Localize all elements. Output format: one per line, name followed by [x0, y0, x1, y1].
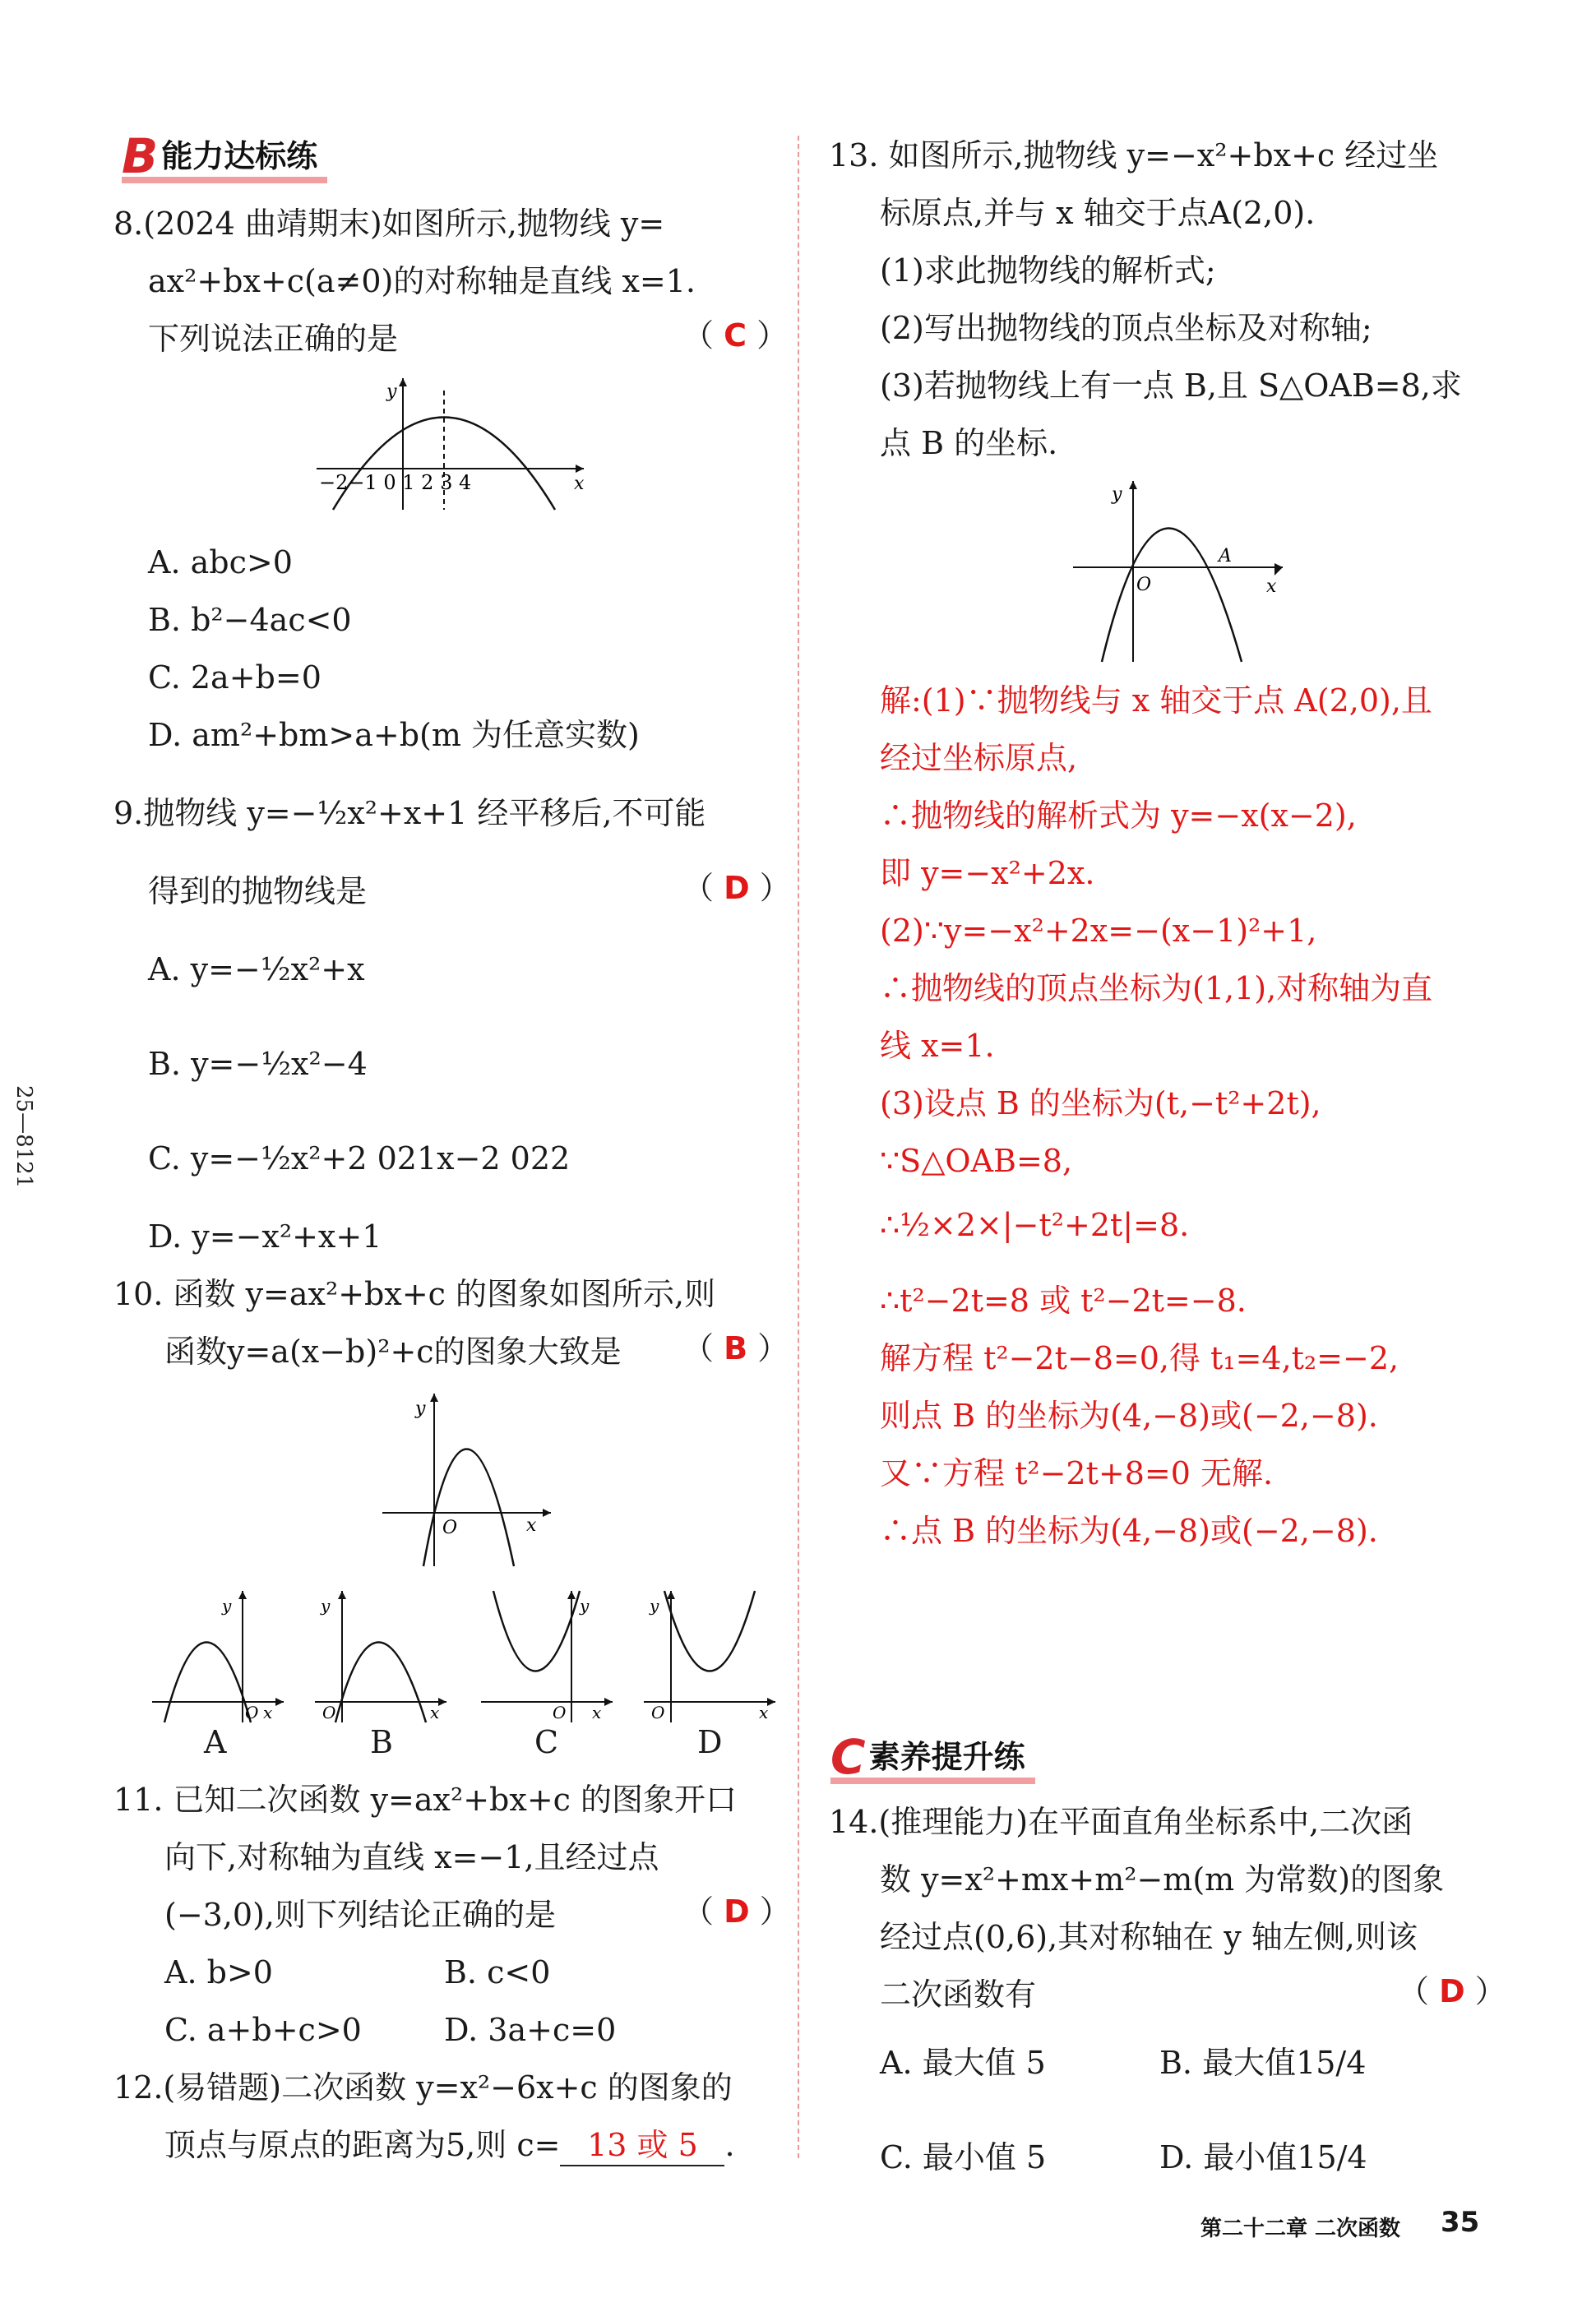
- q8-line1: 8.(2024 曲靖期末)如图所示,抛物线 y=: [113, 206, 665, 242]
- q13-solution-8: (3)设点 B 的坐标为(t,−t²+2t),: [880, 1085, 1321, 1121]
- q12-answer: 13 或 5: [560, 2125, 724, 2166]
- q13-graph-o: O: [1136, 575, 1152, 595]
- q8-graph-x-label: x: [574, 474, 585, 494]
- q10-option-c-label: C: [534, 1724, 559, 1760]
- q11-line1: 11. 已知二次函数 y=ax²+bx+c 的图象开口: [113, 1782, 738, 1818]
- q10-d-o: O: [651, 1703, 665, 1722]
- q10-b-o: O: [322, 1703, 336, 1722]
- q9-option-b: B. y=−½x²−4: [148, 1046, 368, 1082]
- q10-c-o: O: [553, 1703, 567, 1722]
- q10-option-c-graph: [477, 1587, 617, 1727]
- q10-option-d-label: D: [697, 1724, 723, 1760]
- q13-solution-13: 则点 B 的坐标为(4,−8)或(−2,−8).: [880, 1398, 1378, 1434]
- section-b-letter: B: [122, 128, 159, 184]
- q8-answer-bracket: （ C ）: [682, 317, 789, 354]
- footer-chapter: 第二十二章 二次函数: [1200, 2217, 1401, 2241]
- q10-option-b-label: B: [370, 1724, 393, 1760]
- section-b-header: [122, 128, 327, 184]
- q13-solution-1: 解:(1)∵抛物线与 x 轴交于点 A(2,0),且: [880, 682, 1432, 719]
- q8-option-a: A. abc>0: [148, 544, 293, 580]
- q13-solution-10: ∴½×2×|−t²+2t|=8.: [880, 1207, 1190, 1243]
- q10-option-a-label: A: [204, 1724, 227, 1760]
- side-code: 25—8121: [12, 1085, 36, 1189]
- q8-graph-ticks: −2−1 0 1 2 3 4: [319, 471, 472, 494]
- q8-answer: C: [724, 317, 747, 354]
- q14-answer-bracket: （ D ）: [1398, 1973, 1506, 2009]
- q10-answer: B: [724, 1330, 748, 1366]
- q10-main-o: O: [442, 1518, 458, 1538]
- q8-option-c: C. 2a+b=0: [148, 659, 322, 696]
- q13-line2: 标原点,并与 x 轴交于点A(2,0).: [880, 195, 1316, 231]
- q10-b-y: y: [321, 1596, 331, 1616]
- q10-c-y: y: [580, 1596, 590, 1616]
- q13-solution-14: 又∵方程 t²−2t+8=0 无解.: [880, 1455, 1274, 1491]
- section-c-header: [830, 1729, 1035, 1785]
- q10-a-y: y: [222, 1596, 232, 1616]
- q9-answer: D: [724, 870, 750, 906]
- q14-option-b: B. 最大值15/4: [1159, 2045, 1367, 2081]
- q13-line3: (1)求此抛物线的解析式;: [880, 252, 1216, 289]
- q10-main-y: y: [415, 1399, 426, 1419]
- q10-a-x: x: [263, 1703, 273, 1722]
- q10-line1: 10. 函数 y=ax²+bx+c 的图象如图所示,则: [113, 1276, 716, 1312]
- q10-main-x: x: [526, 1515, 537, 1536]
- q13-line5: (3)若抛物线上有一点 B,且 S△OAB=8,求: [880, 368, 1462, 404]
- q13-solution-15: ∴点 B 的坐标为(4,−8)或(−2,−8).: [880, 1513, 1378, 1549]
- q13-solution-7: 线 x=1.: [880, 1028, 995, 1064]
- q14-line2: 数 y=x²+mx+m²−m(m 为常数)的图象: [880, 1861, 1445, 1898]
- q10-c-x: x: [592, 1703, 602, 1722]
- q8-option-b: B. b²−4ac<0: [148, 602, 352, 638]
- q12-line2-text: 顶点与原点的距离为5,则 c=: [164, 2127, 561, 2163]
- q9-option-a: A. y=−½x²+x: [148, 951, 365, 987]
- q14-option-d: D. 最小值15/4: [1159, 2139, 1367, 2175]
- q13-graph-y: y: [1112, 484, 1122, 505]
- q10-answer-bracket: （ B ）: [682, 1330, 789, 1366]
- q9-line2: 得到的抛物线是: [148, 873, 368, 909]
- q12-line1: 12.(易错题)二次函数 y=x²−6x+c 的图象的: [113, 2069, 733, 2106]
- q13-solution-11: ∴t²−2t=8 或 t²−2t=−8.: [880, 1283, 1247, 1319]
- q12-line2: [164, 2125, 735, 2166]
- q14-line4: 二次函数有: [880, 1976, 1037, 2013]
- section-c-letter: C: [830, 1729, 866, 1785]
- q9-option-c: C. y=−½x²+2 021x−2 022: [148, 1140, 571, 1177]
- q11-option-b: B. c<0: [444, 1954, 551, 1990]
- q13-solution-6: ∴抛物线的顶点坐标为(1,1),对称轴为直: [880, 970, 1433, 1006]
- q10-option-a-graph: [148, 1587, 288, 1727]
- column-divider: [798, 136, 799, 2158]
- q11-option-a: A. b>0: [164, 1954, 273, 1990]
- q11-option-d: D. 3a+c=0: [444, 2012, 617, 2048]
- q11-line2: 向下,对称轴为直线 x=−1,且经过点: [164, 1839, 659, 1875]
- q11-line3: (−3,0),则下列结论正确的是: [164, 1897, 557, 1933]
- q13-line6: 点 B 的坐标.: [880, 425, 1058, 461]
- q13-graph-x: x: [1266, 576, 1277, 597]
- q10-option-d-graph: [640, 1587, 779, 1727]
- q8-line3: 下列说法正确的是: [148, 321, 399, 357]
- q8-option-d: D. am²+bm>a+b(m 为任意实数): [148, 717, 640, 753]
- section-b-title: 能力达标练: [161, 138, 318, 174]
- q10-b-x: x: [430, 1703, 440, 1722]
- q11-answer: D: [724, 1893, 750, 1930]
- q13-line1: 13. 如图所示,抛物线 y=−x²+bx+c 经过坐: [829, 137, 1439, 173]
- q8-graph-y-label: y: [386, 381, 397, 402]
- q8-line2: ax²+bx+c(a≠0)的对称轴是直线 x=1.: [148, 263, 696, 299]
- q10-main-graph: [378, 1389, 559, 1570]
- q14-line3: 经过点(0,6),其对称轴在 y 轴左侧,则该: [880, 1919, 1418, 1955]
- q13-solution-4: 即 y=−x²+2x.: [880, 855, 1095, 891]
- q12-line2-end: .: [724, 2127, 735, 2163]
- q13-solution-12: 解方程 t²−2t−8=0,得 t₁=4,t₂=−2,: [880, 1340, 1399, 1376]
- q10-line2: 函数y=a(x−b)²+c的图象大致是: [164, 1334, 622, 1370]
- q9-line1: 9.抛物线 y=−½x²+x+1 经平移后,不可能: [113, 795, 706, 831]
- q9-answer-bracket: （ D ）: [682, 870, 791, 906]
- q13-graph: [1069, 477, 1291, 666]
- q13-line4: (2)写出抛物线的顶点坐标及对称轴;: [880, 310, 1372, 346]
- q10-option-b-graph: [311, 1587, 451, 1727]
- q11-option-c: C. a+b+c>0: [164, 2012, 362, 2048]
- q14-answer: D: [1439, 1973, 1465, 2009]
- q13-solution-2: 经过坐标原点,: [880, 740, 1078, 776]
- q10-d-x: x: [759, 1703, 769, 1722]
- page-number: 35: [1441, 2206, 1480, 2239]
- q14-option-a: A. 最大值 5: [880, 2045, 1046, 2081]
- q14-option-c: C. 最小值 5: [880, 2139, 1047, 2175]
- q14-line1: 14.(推理能力)在平面直角坐标系中,二次函: [829, 1804, 1413, 1840]
- q13-solution-9: ∵S△OAB=8,: [880, 1143, 1073, 1179]
- q13-graph-a: A: [1219, 546, 1232, 566]
- q13-solution-3: ∴抛物线的解析式为 y=−x(x−2),: [880, 798, 1357, 834]
- q11-answer-bracket: （ D ）: [682, 1893, 791, 1930]
- q13-solution-5: (2)∵y=−x²+2x=−(x−1)²+1,: [880, 913, 1317, 949]
- q10-a-o: O: [245, 1703, 259, 1722]
- q8-graph: [312, 374, 592, 514]
- section-c-title: 素养提升练: [868, 1739, 1025, 1775]
- q10-d-y: y: [650, 1596, 659, 1616]
- q9-option-d: D. y=−x²+x+1: [148, 1218, 382, 1255]
